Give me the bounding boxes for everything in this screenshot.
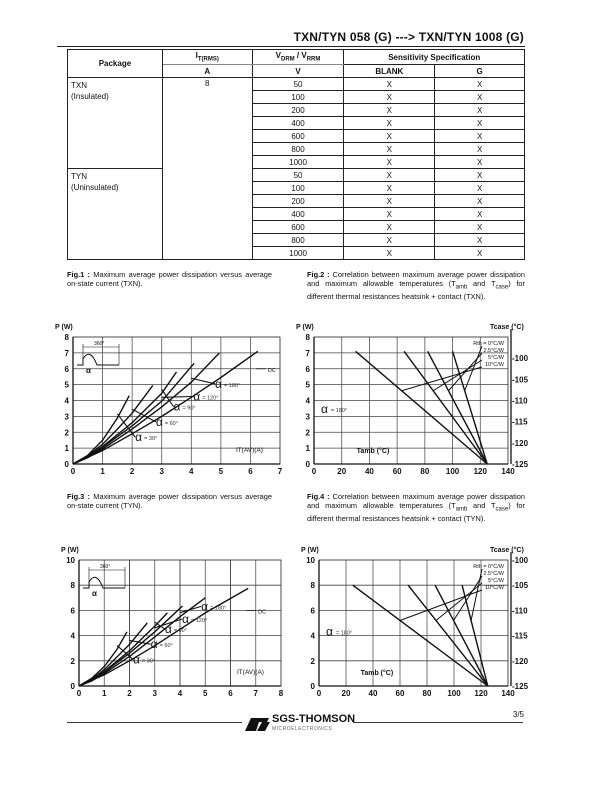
g-cell: X [435, 195, 525, 208]
g-cell: X [435, 104, 525, 117]
fig2-ylabel: P (W) [296, 324, 314, 331]
fig4-xtick-label: 100 [447, 689, 461, 698]
fig3-xtick-label: 7 [253, 689, 258, 698]
fig4-xtick-label: 120 [474, 689, 488, 698]
voltage-cell: 100 [252, 91, 344, 104]
fig1-xtick-label: 5 [218, 467, 224, 476]
fig2-group [314, 329, 511, 464]
g-cell: X [435, 169, 525, 182]
footer-rule-left [67, 722, 242, 723]
g-cell: X [435, 143, 525, 156]
fig3-caption: Fig.3 : Maximum average power dissipation versus average on-state current (TYN). [67, 492, 272, 510]
fig3-group [79, 560, 281, 686]
fig1-annotation-angle: = 120° [202, 395, 219, 402]
blank-cell: X [344, 221, 435, 234]
g-cell: X [435, 221, 525, 234]
fig1-annotation-alpha: α [193, 389, 201, 404]
g-cell: X [435, 247, 525, 260]
g-cell: X [435, 234, 525, 247]
unit-voltage: V [252, 65, 344, 78]
fig2-ytick-label: 0 [305, 460, 310, 469]
fig4-xlabel: Tamb (°C) [360, 670, 394, 677]
blank-cell: X [344, 195, 435, 208]
fig1-ytick-label: 3 [64, 412, 69, 422]
col-header-blank: BLANK [344, 65, 435, 78]
col-header-package: Package [68, 50, 163, 78]
fig4-rth-label: Rth = 0°C/W [473, 564, 504, 570]
fig3-annotation-angle: = 30° [141, 658, 156, 665]
blank-cell: X [344, 208, 435, 221]
current-cell: 8 [162, 78, 252, 260]
fig3-annotation-alpha: α [164, 622, 172, 637]
fig2-rth-label: 10°C/W [484, 362, 504, 368]
fig4-y2tick-label: -110 [512, 606, 528, 616]
page-number: 3/5 [512, 710, 524, 719]
fig1-ylabel: P (W) [55, 324, 73, 331]
fig1-inset-period-label: 360° [94, 341, 105, 347]
fig1-xtick-label: 6 [248, 467, 253, 476]
unit-current: A [162, 65, 252, 78]
col-header-current: $I_{T(RMS)}$ [162, 50, 252, 65]
fig1-series-line [73, 396, 129, 464]
fig4-xtick-label: 0 [316, 689, 322, 698]
fig1-xtick-label: 0 [70, 467, 76, 476]
fig1-xtick-label: 3 [159, 467, 164, 476]
voltage-cell: 600 [252, 130, 344, 143]
document-title: TXN/TYN 058 (G) ---> TXN/TYN 1008 (G) [293, 30, 524, 44]
footer-rule-right [353, 722, 523, 723]
fig4-rth-pointer [471, 569, 482, 620]
fig2-y2tick-label: -120 [512, 438, 529, 448]
g-cell: X [435, 208, 525, 221]
fig4-ytick-label: 4 [310, 631, 315, 641]
voltage-cell: 800 [252, 143, 344, 156]
fig4-rth-label: 10°C/W [484, 585, 504, 591]
fig3-xtick-label: 6 [228, 689, 233, 698]
col-header-sensitivity: Sensitivity Specification [344, 50, 525, 65]
blank-cell: X [344, 156, 435, 169]
fig4-ytick-label: 8 [310, 581, 315, 591]
fig1-annotation-alpha: α [173, 399, 181, 414]
fig1-ytick-label: 2 [64, 428, 69, 438]
fig2-caption: Fig.2 : Correlation between maximum average power dissipation and maximum allowable temperatures ($T_{amb}$ and $T_{case}$) for different thermal resistances heatsink + contact (TXN). [307, 270, 526, 302]
voltage-cell: 1000 [252, 247, 344, 260]
fig4-y2tick-label: -100 [512, 556, 529, 565]
fig1-ytick-label: 5 [64, 380, 69, 390]
voltage-cell: 400 [252, 117, 344, 130]
fig1-caption: Fig.1 : Maximum average power dissipation versus average on-state current (TXN). [67, 270, 272, 288]
fig2-xlabel: Tamb (°C) [356, 448, 390, 455]
fig1-annotation-dc: DC [267, 367, 276, 374]
fig4-annotation-angle: = 180° [336, 630, 353, 637]
fig4-xtick-label: 60 [395, 689, 405, 698]
fig2-y2label: Tcase (°C) [490, 324, 524, 331]
fig4-xtick-label: 20 [341, 689, 351, 698]
fig4-rth-pointer [454, 576, 482, 620]
voltage-cell: 200 [252, 195, 344, 208]
fig1-xtick-label: 7 [277, 467, 283, 476]
fig3-xtick-label: 5 [203, 689, 208, 698]
blank-cell: X [344, 130, 435, 143]
fig3-ytick-label: 2 [70, 656, 75, 666]
fig2-ytick-label: 4 [305, 396, 310, 406]
fig1-annotation-alpha: α [135, 430, 143, 445]
voltage-cell: 100 [252, 182, 344, 195]
fig2-annotation-angle: = 180° [331, 408, 348, 415]
g-cell: X [435, 91, 525, 104]
fig2-ytick-label: 6 [305, 364, 310, 374]
fig3-xtick-label: 8 [278, 689, 284, 698]
fig3-xtick-label: 2 [127, 689, 132, 698]
package-note: (Insulated) [71, 92, 109, 101]
fig4-y2tick-label: -115 [512, 631, 528, 641]
fig3-ytick-label: 10 [66, 556, 75, 565]
fig2-ytick-label: 3 [305, 412, 310, 422]
blank-cell: X [344, 234, 435, 247]
fig1-inset-waveform [77, 354, 119, 365]
fig1-xtick-label: 2 [129, 467, 135, 476]
g-cell: X [435, 78, 525, 91]
fig2-annotation-alpha: α [321, 402, 328, 417]
fig4-ytick-label: 2 [310, 656, 315, 666]
fig2-xtick-label: 100 [445, 467, 460, 476]
g-cell: X [435, 117, 525, 130]
fig4-xtick-label: 40 [368, 689, 378, 698]
voltage-cell: 1000 [252, 156, 344, 169]
voltage-cell: 200 [252, 104, 344, 117]
fig3-annotation-angle: = 90° [173, 628, 187, 635]
fig2-rth-label: Rth = 0°C/W [473, 341, 504, 347]
fig3-ytick-label: 0 [70, 682, 75, 691]
package-name: TYN [71, 172, 87, 181]
fig2-xtick-label: 60 [392, 467, 402, 476]
fig1-annotation-angle: = 30° [144, 436, 158, 443]
fig1-annotation-alpha: α [155, 414, 163, 429]
fig1-ytick-label: 7 [64, 348, 69, 358]
voltage-cell: 50 [252, 169, 344, 182]
fig4-y2tick-label: -105 [512, 581, 529, 591]
fig4-ytick-label: 6 [310, 606, 315, 616]
fig1-annotation-angle: = 180° [224, 382, 241, 389]
fig1-ytick-label: 1 [64, 444, 69, 454]
fig4-annotation-alpha: α [326, 624, 333, 639]
fig3-annotation-alpha: α [132, 652, 140, 667]
fig4-rth-label: 5°C/W [488, 578, 504, 584]
fig2-rth-pointer [402, 367, 482, 391]
fig3-xtick-label: 4 [177, 689, 183, 698]
fig3-xlabel: IT(AV)(A) [237, 669, 264, 676]
fig1-annotation-angle: = 90° [182, 405, 196, 412]
fig3-xtick-label: 1 [102, 689, 107, 698]
fig3-ytick-label: 4 [70, 631, 75, 641]
fig4-group [319, 552, 511, 686]
footer-brand: SGS-THOMSON [272, 713, 356, 725]
fig1-inset-angle-label: α [86, 366, 91, 375]
blank-cell: X [344, 78, 435, 91]
fig4-y2tick-label: -120 [512, 656, 529, 666]
fig2-xtick-label: 0 [311, 467, 317, 476]
blank-cell: X [344, 143, 435, 156]
fig4-y2label: Tcase (°C) [490, 547, 524, 554]
fig2-y2tick-label: -110 [512, 396, 528, 406]
fig1-xtick-label: 4 [189, 467, 194, 476]
fig1-annotation-angle: = 60° [164, 420, 178, 427]
fig3-xtick-label: 0 [76, 689, 82, 698]
fig1-annotation-pointer [191, 378, 215, 384]
fig2-xtick-label: 140 [501, 467, 515, 476]
fig3-inset-period-label: 360° [100, 564, 111, 570]
fig2-ytick-label: 2 [305, 428, 310, 438]
fig2-y2tick-label: -125 [512, 460, 529, 469]
package-note: (Uninsulated) [71, 183, 119, 192]
col-header-voltage: $V_{DRM} / V_{RRM}$ [252, 50, 344, 65]
fig2-xtick-label: 80 [420, 467, 430, 476]
fig3-annotation-angle: = 180° [210, 605, 227, 612]
fig3-annotation-angle: = 120° [191, 618, 208, 624]
fig1-ytick-label: 8 [64, 333, 69, 342]
fig1-annotation-alpha: α [215, 376, 222, 391]
fig2-ytick-label: 7 [305, 348, 310, 358]
fig4-ylabel: P (W) [301, 547, 319, 554]
voltage-cell: 600 [252, 221, 344, 234]
fig4-caption: Fig.4 : Correlation between maximum average power dissipation and maximum allowable temperatures ($T_{amb}$ and $T_{case}$) for different thermal resistances heatsink + contact (TYN). [307, 492, 526, 524]
voltage-cell: 800 [252, 234, 344, 247]
fig2-y2tick-label: -105 [512, 375, 529, 385]
fig1-xlabel: IT(AV)(A) [236, 447, 263, 454]
fig2-series-line [404, 351, 487, 464]
fig1-ytick-label: 0 [64, 460, 69, 469]
fig4-rth-label: 2.5°C/W [483, 571, 504, 577]
fig1-ytick-label: 6 [64, 364, 69, 374]
fig2-ytick-label: 8 [305, 333, 310, 342]
fig2-xtick-label: 120 [473, 467, 487, 476]
fig4-xtick-label: 140 [501, 689, 515, 698]
fig2-ytick-label: 1 [305, 444, 310, 454]
fig3-annotation-alpha: α [182, 612, 189, 626]
voltage-cell: 400 [252, 208, 344, 221]
blank-cell: X [344, 182, 435, 195]
blank-cell: X [344, 104, 435, 117]
fig4-ytick-label: 10 [306, 556, 315, 565]
fig2-y2tick-label: -100 [512, 354, 529, 364]
fig3-inset-angle-label: α [92, 589, 97, 598]
fig1-xtick-label: 1 [100, 467, 105, 476]
blank-cell: X [344, 247, 435, 260]
fig3-ytick-label: 8 [70, 581, 75, 591]
footer-brand-sub: MICROELECTRONICS [272, 726, 333, 732]
fig4-y2tick-label: -125 [512, 682, 529, 691]
fig3-annotation-dc: DC [258, 609, 267, 616]
fig2-xtick-label: 20 [337, 467, 347, 476]
package-name: TXN [71, 81, 87, 90]
g-cell: X [435, 156, 525, 169]
fig3-annotation-alpha: α [150, 637, 158, 652]
fig4-xtick-label: 80 [422, 689, 432, 698]
fig2-y2tick-label: -115 [512, 417, 528, 427]
fig4-ytick-label: 0 [310, 682, 315, 691]
col-header-g: G [435, 65, 525, 78]
fig3-ylabel: P (W) [61, 547, 79, 554]
fig2-xtick-label: 40 [364, 467, 374, 476]
g-cell: X [435, 182, 525, 195]
fig2-rth-label: 2.5°C/W [483, 348, 504, 354]
fig1-ytick-label: 4 [64, 396, 69, 406]
fig3-annotation-angle: = 60° [159, 643, 173, 650]
fig3-annotation-alpha: α [201, 599, 209, 614]
fig2-rth-label: 5°C/W [488, 355, 504, 361]
blank-cell: X [344, 169, 435, 182]
voltage-cell: 50 [252, 78, 344, 91]
blank-cell: X [344, 117, 435, 130]
fig2-ytick-label: 5 [305, 380, 310, 390]
fig3-xtick-label: 3 [152, 689, 157, 698]
fig3-ytick-label: 6 [70, 606, 75, 616]
g-cell: X [435, 130, 525, 143]
blank-cell: X [344, 91, 435, 104]
